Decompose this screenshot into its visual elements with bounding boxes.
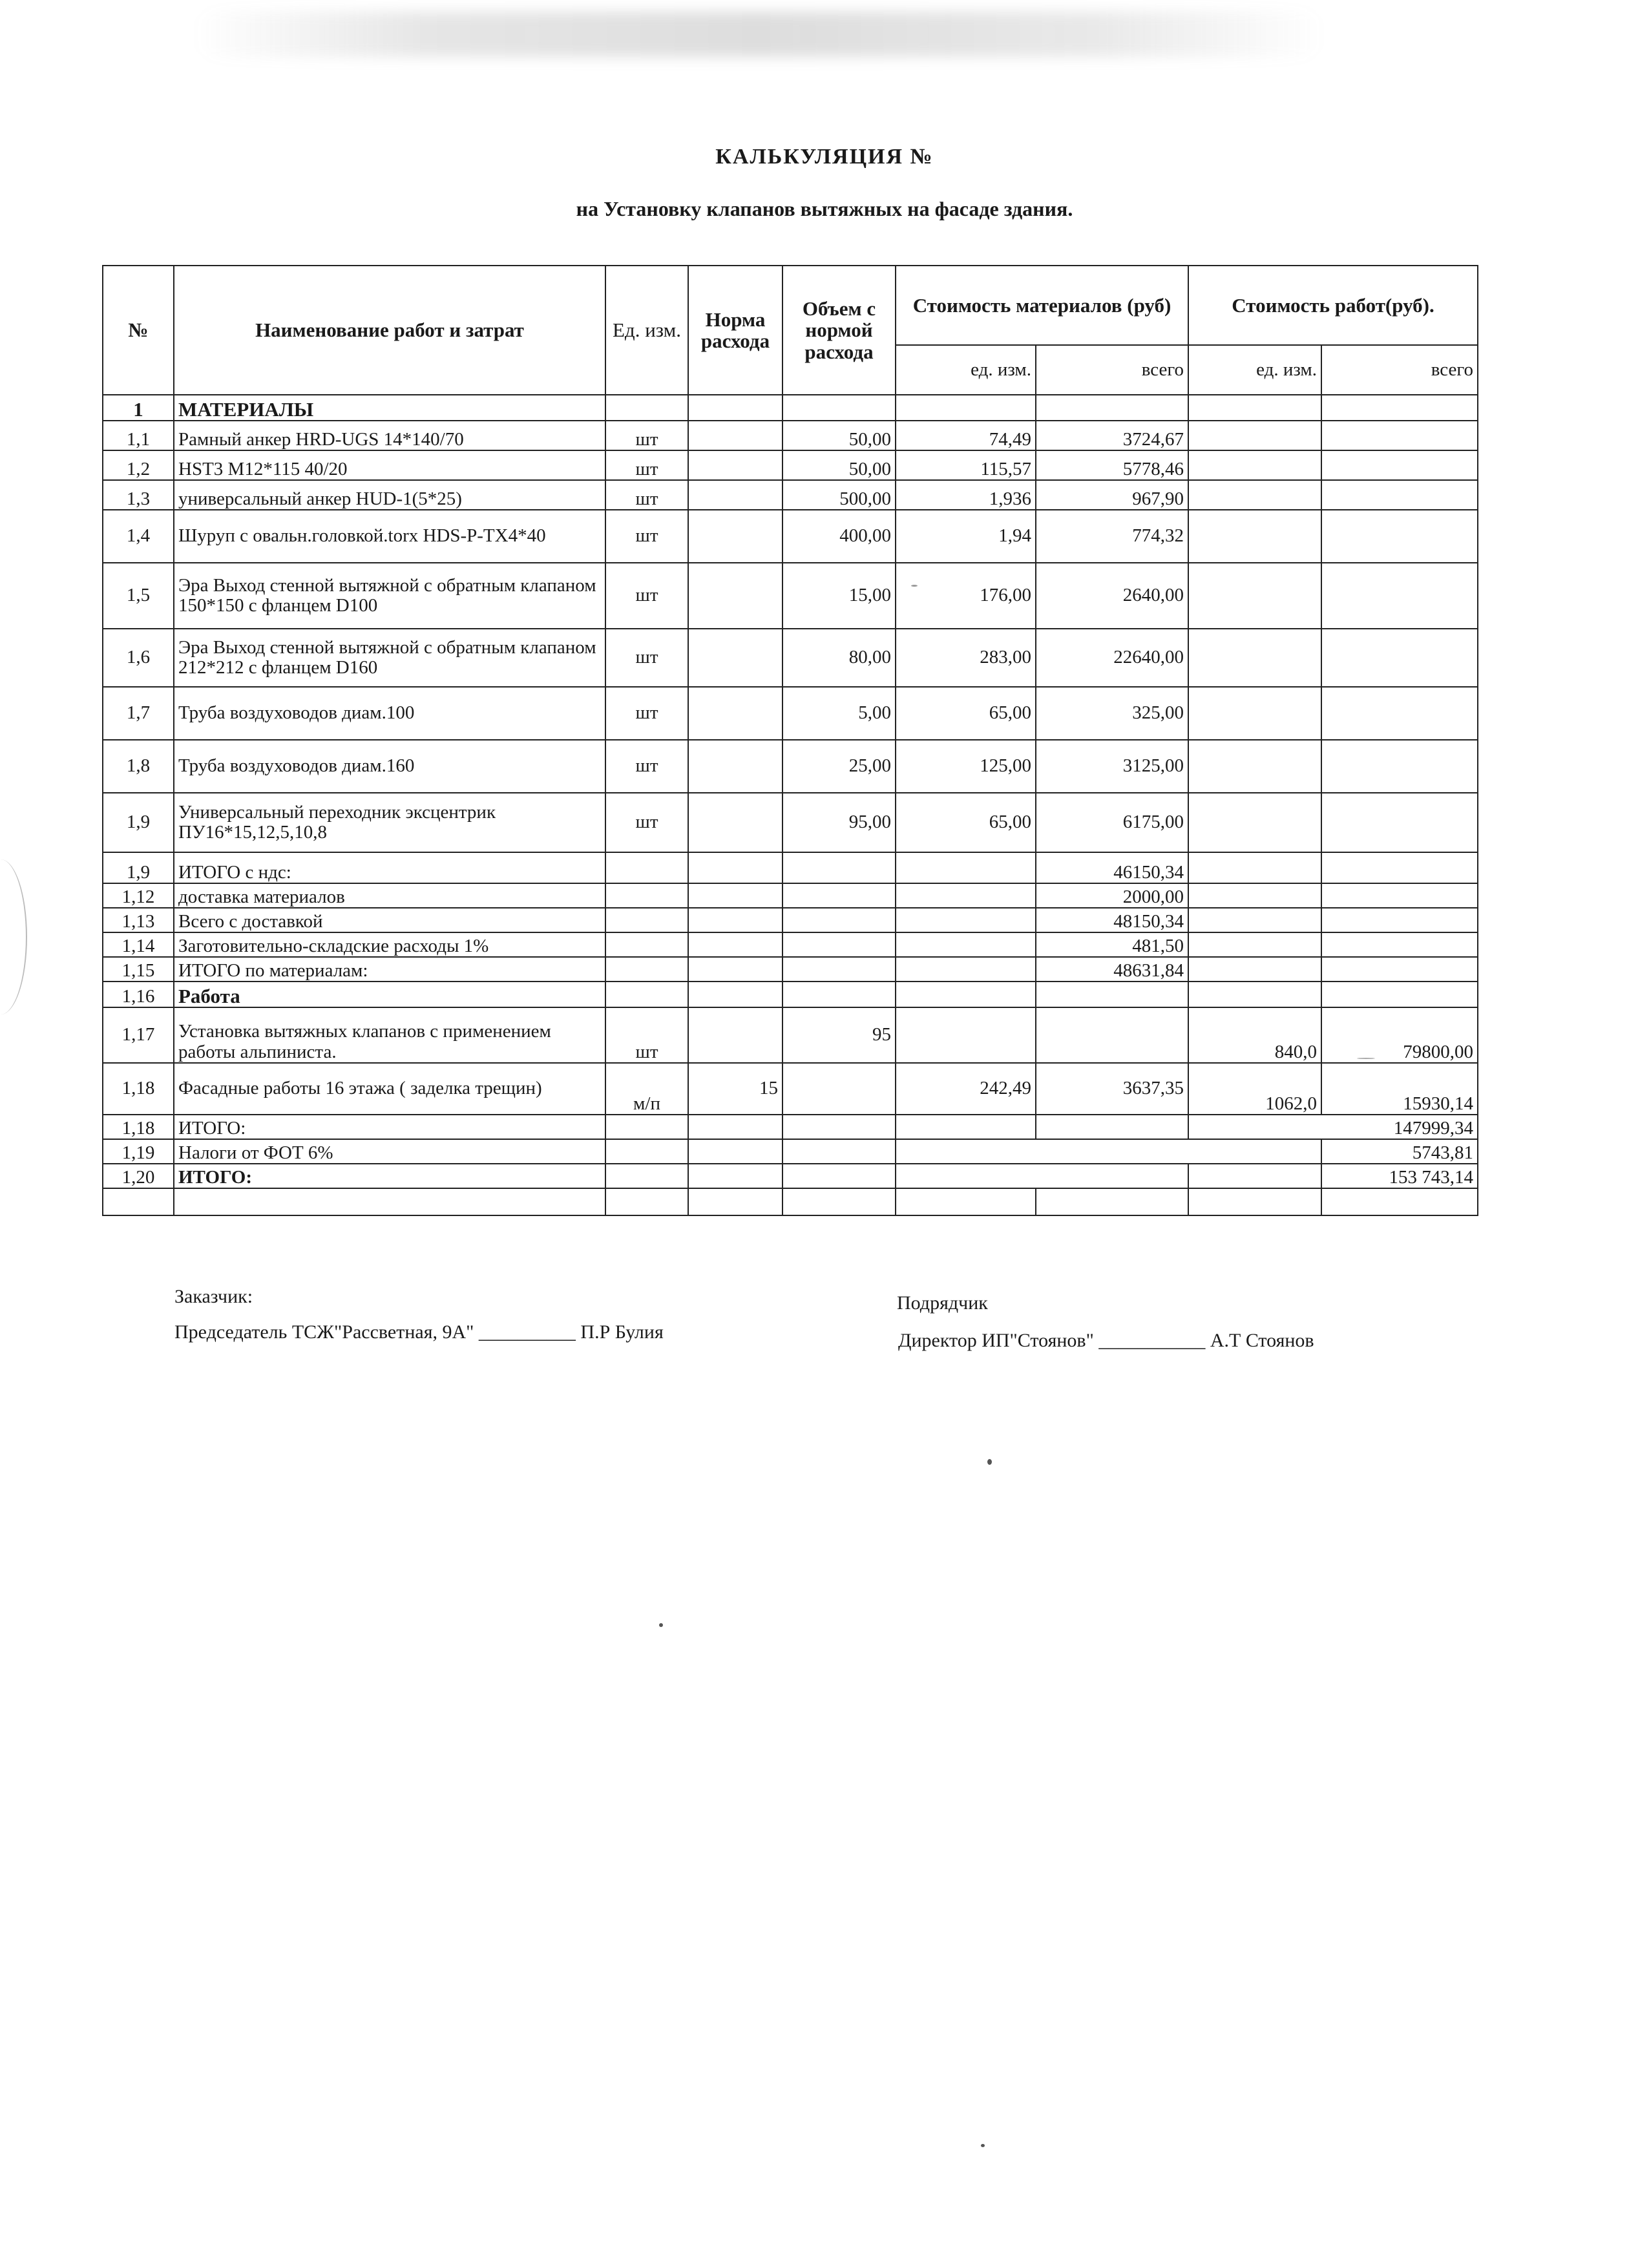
summary-row (103, 957, 1478, 982)
document-title: КАЛЬКУЛЯЦИЯ № (715, 145, 934, 169)
row-num: 1,7 (103, 687, 174, 740)
table-row (103, 421, 1478, 450)
row-volume: 25,00 (782, 740, 896, 793)
row-num: 1,1 (103, 421, 174, 450)
row-num: 1,17 (103, 1007, 174, 1063)
summary-name: Всего с доставкой (174, 908, 605, 932)
total-num: 1,20 (103, 1164, 174, 1188)
row-mat-total: 774,32 (1036, 510, 1188, 563)
scan-speck (1357, 1058, 1375, 1059)
row-name: Эра Выход стенной вытяжной с обратным клапаном 150*150 с фланцем D100 (174, 563, 605, 629)
header-work-per-unit: ед. изм. (1188, 345, 1321, 395)
header-works-cost: Стоимость работ(руб). (1188, 266, 1478, 345)
summary-num: 1,14 (103, 932, 174, 957)
row-unit: шт (605, 740, 688, 793)
row-norm (688, 510, 782, 563)
scan-smudge (194, 12, 1325, 57)
section-name: МАТЕРИАЛЫ (174, 395, 605, 421)
row-mat-total: 6175,00 (1036, 793, 1188, 852)
row-name: Рамный анкер HRD-UGS 14*140/70 (174, 421, 605, 450)
row-name: Установка вытяжных клапанов с применением работы альпиниста. (174, 1007, 605, 1063)
scan-speck (987, 1459, 992, 1465)
row-norm (688, 1007, 782, 1063)
summary-row (103, 852, 1478, 883)
total-name: ИТОГО: (174, 1115, 605, 1139)
row-mat-unit: 1,94 (896, 510, 1036, 563)
row-mat-unit: 74,49 (896, 421, 1036, 450)
contractor-signature-line: Директор ИП"Стоянов" ___________ А.Т Стоянов (898, 1330, 1314, 1351)
header-volume: Объем с нормой расхода (782, 266, 896, 395)
row-num: 1,9 (103, 793, 174, 852)
row-mat-unit: 176,00 (896, 563, 1036, 629)
document-subtitle: на Установку клапанов вытяжных на фасаде здания. (576, 197, 1073, 220)
row-mat-total (1036, 1007, 1188, 1063)
table-row (103, 793, 1478, 852)
row-mat-total: 22640,00 (1036, 629, 1188, 687)
row-work-total: 79800,00 (1321, 1007, 1478, 1063)
row-mat-total: 3125,00 (1036, 740, 1188, 793)
row-volume: 500,00 (782, 480, 896, 510)
row-volume: 15,00 (782, 563, 896, 629)
row-mat-total: 967,90 (1036, 480, 1188, 510)
table-row (103, 563, 1478, 629)
row-norm (688, 740, 782, 793)
row-mat-unit: 115,57 (896, 450, 1036, 480)
summary-num: 1,13 (103, 908, 174, 932)
row-norm: 15 (688, 1063, 782, 1115)
empty-row (103, 1188, 1478, 1215)
row-volume: 50,00 (782, 450, 896, 480)
scan-edge-mark (0, 859, 27, 1014)
summary-value: 2000,00 (1036, 883, 1188, 908)
total-name: ИТОГО: (174, 1164, 605, 1188)
total-row (103, 1164, 1478, 1188)
row-num: 1,3 (103, 480, 174, 510)
row-volume: 95 (782, 1007, 896, 1063)
row-volume: 95,00 (782, 793, 896, 852)
row-norm (688, 421, 782, 450)
table-row (103, 740, 1478, 793)
row-mat-total: 5778,46 (1036, 450, 1188, 480)
scan-speck (659, 1623, 663, 1627)
total-name: Налоги от ФОТ 6% (174, 1139, 605, 1164)
section-name: Работа (174, 982, 605, 1007)
summary-num: 1,9 (103, 852, 174, 883)
summary-num: 1,12 (103, 883, 174, 908)
row-num: 1,6 (103, 629, 174, 687)
row-norm (688, 687, 782, 740)
table-row (103, 450, 1478, 480)
summary-row (103, 883, 1478, 908)
summary-name: доставка материалов (174, 883, 605, 908)
row-num: 1,5 (103, 563, 174, 629)
total-num: 1,18 (103, 1115, 174, 1139)
summary-row (103, 932, 1478, 957)
row-work-total: 15930,14 (1321, 1063, 1478, 1115)
summary-name: Заготовительно-складские расходы 1% (174, 932, 605, 957)
work-row (103, 1063, 1478, 1115)
row-volume: 50,00 (782, 421, 896, 450)
section-row (103, 982, 1478, 1007)
total-value: 147999,34 (1188, 1115, 1478, 1139)
table-row (103, 480, 1478, 510)
row-mat-unit: 242,49 (896, 1063, 1036, 1115)
table-row (103, 687, 1478, 740)
summary-name: ИТОГО по материалам: (174, 957, 605, 982)
row-unit: шт (605, 421, 688, 450)
summary-value: 46150,34 (1036, 852, 1188, 883)
row-mat-unit: 125,00 (896, 740, 1036, 793)
total-row (103, 1139, 1478, 1164)
header-materials-cost: Стоимость материалов (руб) (896, 266, 1188, 345)
header-norm: Норма расхода (688, 266, 782, 395)
row-mat-total: 2640,00 (1036, 563, 1188, 629)
row-unit: шт (605, 1007, 688, 1063)
customer-label: Заказчик: (174, 1286, 253, 1307)
row-name: Труба воздуховодов диам.100 (174, 687, 605, 740)
row-name: Фасадные работы 16 этажа ( заделка трещин) (174, 1063, 605, 1115)
calculation-table (102, 265, 1478, 1216)
section-num: 1,16 (103, 982, 174, 1007)
header-name: Наименование работ и затрат (174, 266, 605, 395)
row-mat-unit: 1,936 (896, 480, 1036, 510)
summary-value: 481,50 (1036, 932, 1188, 957)
section-row (103, 395, 1478, 421)
row-volume (782, 1063, 896, 1115)
summary-value: 48150,34 (1036, 908, 1188, 932)
table-row (103, 510, 1478, 563)
scan-speck (981, 2144, 985, 2147)
total-value: 153 743,14 (1321, 1164, 1478, 1188)
row-num: 1,18 (103, 1063, 174, 1115)
header-mat-per-unit: ед. изм. (896, 345, 1036, 395)
summary-row (103, 908, 1478, 932)
row-name: Шуруп с овальн.головкой.torx HDS-P-TX4*40 (174, 510, 605, 563)
row-unit: шт (605, 629, 688, 687)
header-work-total: всего (1321, 345, 1478, 395)
total-row (103, 1115, 1478, 1139)
section-num: 1 (103, 395, 174, 421)
header-unit: Ед. изм. (605, 266, 688, 395)
total-value: 5743,81 (1321, 1139, 1478, 1164)
summary-name: ИТОГО с ндс: (174, 852, 605, 883)
contractor-label: Подрядчик (897, 1292, 988, 1314)
total-num: 1,19 (103, 1139, 174, 1164)
row-unit: шт (605, 563, 688, 629)
row-mat-unit: 65,00 (896, 793, 1036, 852)
row-volume: 80,00 (782, 629, 896, 687)
row-name: Труба воздуховодов диам.160 (174, 740, 605, 793)
table-row (103, 629, 1478, 687)
row-work-unit: 1062,0 (1188, 1063, 1321, 1115)
row-mat-total: 3724,67 (1036, 421, 1188, 450)
row-num: 1,8 (103, 740, 174, 793)
row-norm (688, 793, 782, 852)
row-num: 1,2 (103, 450, 174, 480)
row-unit: м/п (605, 1063, 688, 1115)
row-unit: шт (605, 450, 688, 480)
row-norm (688, 450, 782, 480)
row-mat-total: 325,00 (1036, 687, 1188, 740)
summary-value: 48631,84 (1036, 957, 1188, 982)
row-unit: шт (605, 793, 688, 852)
row-name: универсальный анкер HUD-1(5*25) (174, 480, 605, 510)
row-volume: 400,00 (782, 510, 896, 563)
row-norm (688, 480, 782, 510)
scan-speck (911, 585, 918, 587)
row-mat-total: 3637,35 (1036, 1063, 1188, 1115)
row-volume: 5,00 (782, 687, 896, 740)
row-mat-unit: 65,00 (896, 687, 1036, 740)
row-unit: шт (605, 510, 688, 563)
row-num: 1,4 (103, 510, 174, 563)
customer-signature-line: Председатель ТСЖ"Рассветная, 9А" __________ П.Р Булия (174, 1321, 664, 1343)
row-mat-unit (896, 1007, 1036, 1063)
row-norm (688, 563, 782, 629)
row-name: Эра Выход стенной вытяжной с обратным клапаном 212*212 с фланцем D160 (174, 629, 605, 687)
row-mat-unit: 283,00 (896, 629, 1036, 687)
row-work-unit: 840,0 (1188, 1007, 1321, 1063)
summary-num: 1,15 (103, 957, 174, 982)
row-name: HST3 M12*115 40/20 (174, 450, 605, 480)
row-name: Универсальный переходник эксцентрик ПУ16*15,12,5,10,8 (174, 793, 605, 852)
row-unit: шт (605, 687, 688, 740)
header-mat-total: всего (1036, 345, 1188, 395)
header-num: № (103, 266, 174, 395)
row-unit: шт (605, 480, 688, 510)
work-row (103, 1007, 1478, 1063)
row-norm (688, 629, 782, 687)
